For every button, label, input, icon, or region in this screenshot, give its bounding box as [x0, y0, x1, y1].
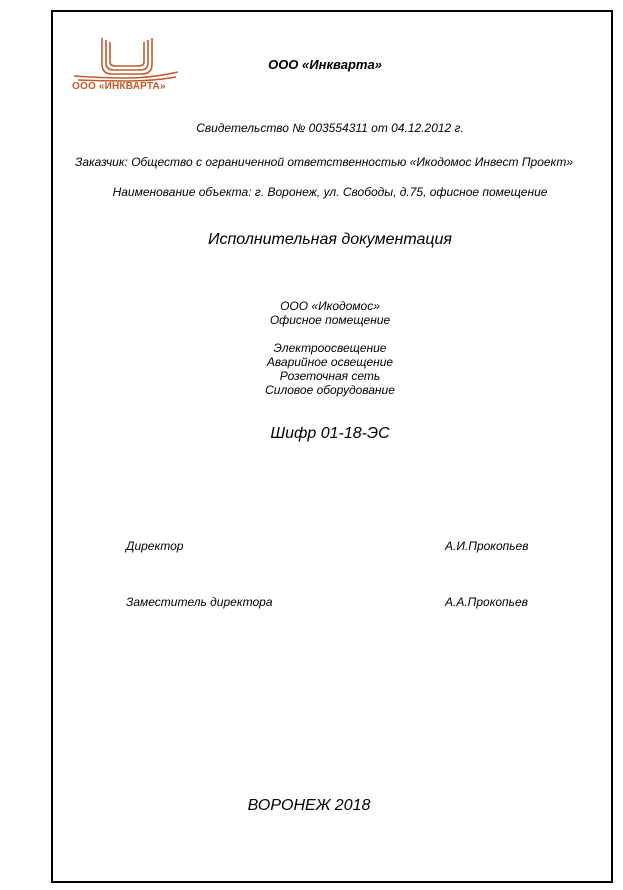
logo-mark-icon: [72, 34, 182, 82]
company-name: ООО «Инкварта»: [268, 57, 382, 72]
signature-role-deputy: Заместитель директора: [126, 595, 273, 609]
signature-role-director: Директор: [126, 539, 184, 553]
logo-text: ООО «ИНКВАРТА»: [72, 81, 166, 92]
organization-name: ООО «Икодомос»: [280, 299, 380, 313]
company-logo: [72, 34, 182, 96]
object-name-line: Наименование объекта: г. Воронеж, ул. Свободы, д.75, офисное помещение: [112, 185, 548, 199]
system-item: Электроосвещение: [273, 341, 387, 355]
organization-block: [230, 299, 430, 327]
system-item: Аварийное освещение: [266, 355, 394, 369]
project-cipher: Шифр 01-18-ЭС: [270, 425, 390, 442]
page-frame: [51, 10, 613, 883]
signature-name-director: А.И.Прокопьев: [445, 539, 529, 553]
certificate-line: Свидетельство № 003554311 от 04.12.2012 г.: [196, 121, 464, 135]
systems-list: [230, 341, 430, 397]
city-year: ВОРОНЕЖ 2018: [247, 797, 371, 814]
organization-premises: Офисное помещение: [269, 313, 391, 327]
system-item: Силовое оборудование: [265, 383, 395, 397]
document-title: Исполнительная документация: [208, 231, 452, 248]
customer-line: Заказчик: Общество с ограниченной ответственностью «Икодомос Инвест Проект»: [74, 155, 574, 169]
signature-name-deputy: А.А.Прокопьев: [445, 595, 528, 609]
system-item: Розеточная сеть: [279, 369, 381, 383]
